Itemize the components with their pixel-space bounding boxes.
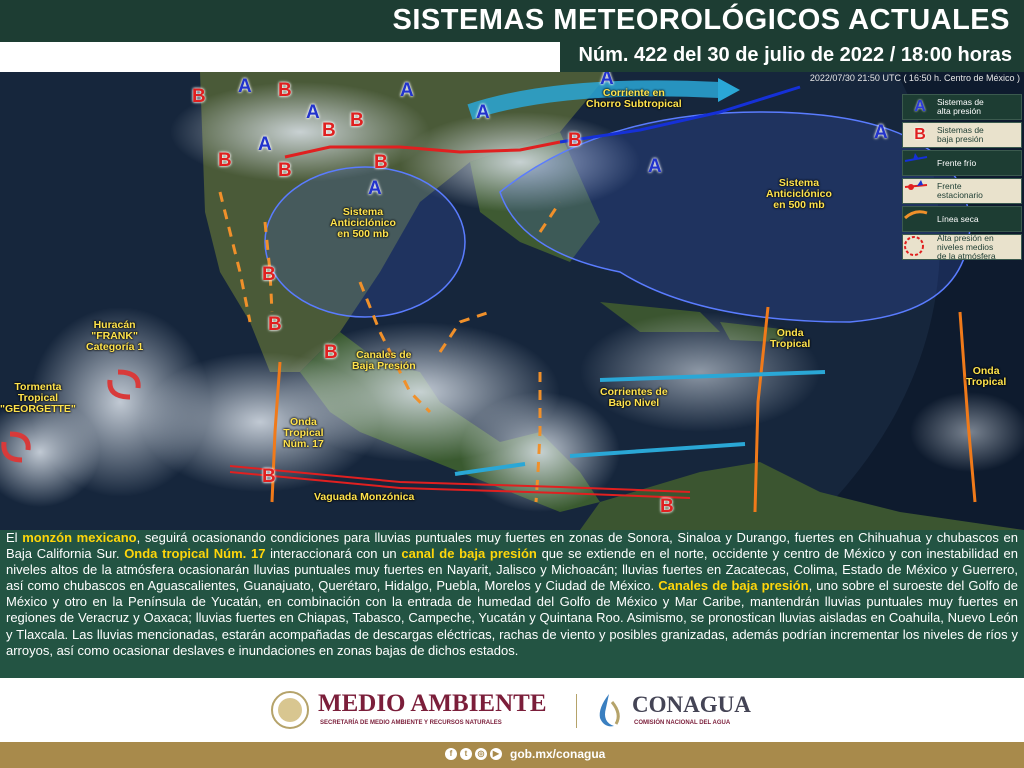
image-timestamp: 2022/07/30 21:50 UTC ( 16:50 h. Centro de México ) — [809, 73, 1020, 83]
stationary-front-icon — [903, 179, 937, 203]
facebook-icon[interactable]: f — [445, 748, 457, 760]
legend-item: Línea seca — [902, 206, 1022, 232]
highlighted-term: Onda tropical Núm. 17 — [124, 546, 266, 562]
medio-ambiente-logo-text: MEDIO AMBIENTE — [318, 690, 547, 717]
logos-bar — [0, 678, 1024, 742]
low-pressure-marker: B — [218, 150, 232, 171]
high-pressure-marker: A — [400, 80, 414, 101]
low-pressure-marker: B — [660, 496, 674, 517]
low-level-currents-label: Corrientes de Bajo Nivel — [600, 386, 668, 409]
legend-item: Alta presión en niveles medios de la atmósfera — [902, 234, 1022, 260]
anticyclone-west-label: Sistema Anticiclónico en 500 mb — [330, 206, 396, 240]
subheader-bar — [0, 42, 1024, 72]
tropical-wave-17-label: Onda Tropical Núm. 17 — [283, 416, 324, 450]
description-text: , seguirá ocasionando condiciones para lluvias puntuales muy fuertes en zonas de Sonora, Sinaloa y Durango, fuertes en Chihuahua y chubascos en Baja California Sur. — [6, 530, 1019, 562]
page-title: SISTEMAS METEOROLÓGICOS ACTUALES — [392, 4, 1010, 36]
high-pressure-marker: A — [476, 102, 490, 123]
high-pressure-marker: A — [600, 72, 614, 89]
low-pressure-marker: B — [262, 466, 276, 487]
highlighted-term: Canales de baja presión — [658, 578, 809, 594]
legend-item: Frente frío — [902, 150, 1022, 176]
conagua-subtitle: COMISIÓN NACIONAL DEL AGUA — [634, 720, 731, 726]
government-emblem-icon — [270, 690, 310, 730]
low-pressure-troughs-label: Canales de Baja Presión — [352, 349, 416, 372]
social-icons — [445, 748, 502, 760]
satellite-map — [0, 72, 1024, 530]
legend-item: Frente estacionario — [902, 178, 1022, 204]
anticyclone-east-label: Sistema Anticiclónico en 500 mb — [766, 177, 832, 211]
description-text: interaccionará con un — [265, 546, 402, 562]
map-legend — [902, 94, 1022, 262]
logo-divider — [576, 694, 577, 728]
legend-item: B Sistemas de baja presión — [902, 122, 1022, 148]
low-pressure-marker: B — [192, 86, 206, 107]
monsoon-trough-label: Vaguada Monzónica — [314, 491, 415, 503]
high-pressure-marker: A — [368, 178, 382, 199]
tropical-wave-east-label: Onda Tropical — [966, 365, 1007, 388]
conagua-logo-icon — [592, 692, 626, 730]
low-pressure-marker: B — [374, 152, 388, 173]
low-pressure-marker: B — [322, 120, 336, 141]
footer-bar — [0, 742, 1024, 768]
low-pressure-marker: B — [324, 342, 338, 363]
subheader-band — [560, 42, 1024, 72]
cold-front-icon — [903, 151, 937, 175]
low-pressure-marker: B — [278, 160, 292, 181]
high-pressure-marker: A — [238, 76, 252, 97]
twitter-icon[interactable]: t — [460, 748, 472, 760]
low-pressure-marker: B — [262, 264, 276, 285]
high-pressure-marker: A — [648, 156, 662, 177]
upper-high-icon — [903, 235, 937, 259]
high-pressure-marker: A — [258, 134, 272, 155]
high-pressure-icon: A — [914, 98, 926, 115]
website-link[interactable]: gob.mx/conagua — [510, 747, 606, 761]
high-pressure-marker: A — [874, 122, 888, 143]
description-text: que se extiende en el norte, occidente y centro de México y con inestabilidad en niveles altos de la atmósfera ocasionarán lluvias puntuales muy fuertes en Nayarit, Jalisco y Michoacán; lluvias fuertes en Zacatecas, Colima, Estado de México y Guerrero, así como chubascos en Aguascalientes, Guanajuato, Querétaro, Hidalgo, Puebla, Morelos y Ciudad de México. — [6, 546, 1018, 594]
low-pressure-marker: B — [268, 314, 282, 335]
legend-item: A Sistemas de alta presión — [902, 94, 1022, 120]
page-subtitle: Núm. 422 del 30 de julio de 2022 / 18:00 horas — [578, 44, 1012, 66]
low-pressure-icon: B — [914, 126, 926, 143]
map-graphics — [0, 72, 1024, 530]
tropical-storm-label: Tormenta Tropical "GEORGETTE" — [0, 381, 76, 415]
anticyclone-west-area — [265, 167, 465, 317]
instagram-icon[interactable]: ◎ — [475, 748, 487, 760]
forecast-description — [0, 530, 1024, 678]
low-pressure-marker: B — [350, 110, 364, 131]
low-pressure-marker: B — [568, 130, 582, 151]
conagua-logo-text: CONAGUA — [632, 692, 751, 717]
header-bar — [0, 0, 1024, 42]
youtube-icon[interactable]: ▶ — [490, 748, 502, 760]
medio-ambiente-subtitle: SECRETARÍA DE MEDIO AMBIENTE Y RECURSOS NATURALES — [320, 720, 502, 726]
dry-line-icon — [903, 207, 937, 231]
jet-stream-label: Corriente en Chorro Subtropical — [586, 87, 682, 110]
low-pressure-marker: B — [278, 80, 292, 101]
description-text: , uno sobre el suroeste del Golfo de México y otro en la Península de Yucatán, en combinación con la entrada de humedad del Golfo de México y Mar Caribe, mantendrán lluvias puntuales muy fuertes en regiones de Veracruz y Oaxaca; lluvias fuertes en Chiapas, Tabasco, Campeche, Yucatán y Quintana Roo. Asimismo, se pronostican lluvias aisladas en Coahuila, Nuevo León y Tlaxcala. Las lluvias mencionadas, estarán acompañadas de descargas eléctricas, rachas de viento y posibles granizadas, además podrían incrementar los niveles de ríos y arroyos, así como ocasionar deslaves e inundaciones en zonas bajas de dichos estados. — [6, 578, 1018, 658]
highlighted-term: canal de baja presión — [401, 546, 537, 562]
hurricane-frank-label: Huracán "FRANK" Categoría 1 — [86, 319, 144, 353]
description-text: El — [6, 530, 23, 545]
tropical-wave-central-label: Onda Tropical — [770, 327, 811, 350]
high-pressure-marker: A — [306, 102, 320, 123]
highlighted-term: monzón mexicano — [22, 530, 137, 545]
